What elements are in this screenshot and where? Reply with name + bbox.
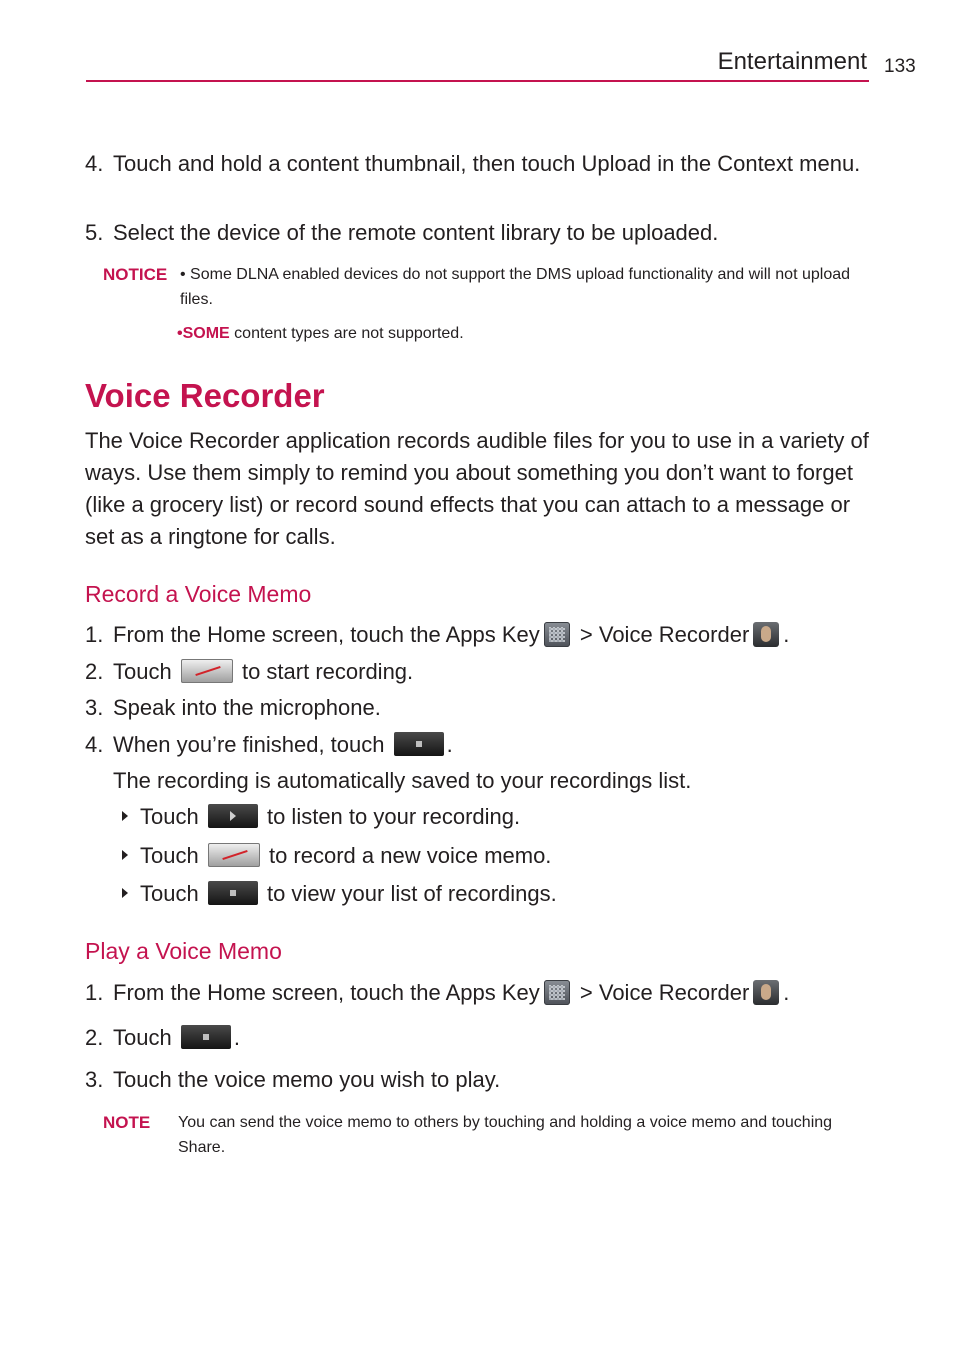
record-heading: Record a Voice Memo — [85, 581, 312, 607]
bullet-pre: Touch — [140, 881, 199, 906]
step-number: 4. — [85, 151, 104, 176]
step-number: 3. — [85, 1067, 104, 1092]
record-bullet-new — [122, 841, 862, 871]
note-label: NOTE — [103, 1113, 151, 1132]
step-text — [113, 149, 873, 179]
step-text-pre: When you’re finished, touch — [113, 732, 385, 757]
step-text: Select the device of the remote content library to be uploaded. — [113, 220, 719, 245]
step-text-pre: Touch — [113, 659, 172, 684]
step-end: . — [233, 1025, 240, 1050]
step-text — [113, 1023, 873, 1053]
note-text-pre: You can send the voice memo to others by touching and holding a voice memo and touching — [178, 1114, 833, 1131]
record-step-4-note: The recording is automatically saved to your recordings list. — [113, 768, 692, 793]
step-number: 2. — [85, 659, 104, 684]
step-number: 1. — [85, 980, 104, 1005]
step-text-post: in the Context menu. — [651, 151, 861, 176]
step-number: 5. — [85, 220, 104, 245]
voice-recorder-label: Voice Recorder — [598, 622, 750, 647]
bullet-pre: Touch — [140, 804, 199, 829]
voice-recorder-app-icon — [753, 980, 779, 1005]
note-text — [178, 1110, 858, 1160]
step-number: 2. — [85, 1025, 104, 1050]
stop-button-icon — [394, 732, 444, 756]
step-text-post: to start recording. — [241, 659, 414, 684]
record-bullet-list — [122, 879, 862, 909]
bullet-post: to view your list of recordings. — [266, 881, 557, 906]
step-text-pre: Touch — [113, 1025, 172, 1050]
notice-bullet-2-key: •SOME — [177, 325, 230, 342]
intro-pre: The — [85, 428, 130, 453]
page-number: 133 — [884, 56, 916, 77]
apps-key-icon — [544, 980, 570, 1005]
notice-label: NOTICE — [103, 265, 168, 284]
bullet-arrow-icon — [122, 850, 128, 860]
step-number: 1. — [85, 622, 104, 647]
step-text: Speak into the microphone. — [113, 695, 381, 720]
play-heading: Play a Voice Memo — [85, 938, 282, 964]
step-text-pre: From the Home screen, touch the — [113, 980, 446, 1005]
step-4 — [85, 149, 875, 209]
section-intro — [85, 425, 875, 553]
voice-recorder-label: Voice Recorder — [598, 980, 750, 1005]
step-text — [113, 620, 873, 650]
step-5 — [85, 218, 875, 248]
section-title: Voice Recorder — [85, 377, 325, 414]
record-bullet-listen — [122, 802, 862, 832]
notice-bullet-2 — [177, 321, 867, 346]
bullet-post: to listen to your recording. — [266, 804, 521, 829]
record-button-icon — [181, 659, 233, 683]
separator: > — [573, 980, 599, 1005]
note-text-end: . — [220, 1139, 226, 1156]
step-text-pre: From the Home screen, touch the — [113, 622, 446, 647]
upload-keyword: Upload — [581, 151, 652, 176]
bullet-arrow-icon — [122, 888, 128, 898]
share-keyword: Share — [178, 1139, 221, 1156]
intro-post: application records audible files for you to use in a variety of ways. Use them simply to remind you about something you don’t want to forget (like a grocery list) or record sound effects that you can attach to a message or set as a ringtone for calls. — [85, 428, 869, 549]
bullet-pre: Touch — [140, 843, 199, 868]
apps-key-icon — [544, 622, 570, 647]
notice-bullet-2-text: content types are not supported. — [229, 325, 464, 342]
apps-key-label: Apps Key — [445, 980, 540, 1005]
step-text: Touch the voice memo you wish to play. — [113, 1067, 501, 1092]
play-button-icon — [208, 804, 258, 828]
header-section-title: Entertainment — [717, 48, 867, 75]
step-text — [113, 978, 873, 1008]
intro-keyword: Voice Recorder — [129, 428, 280, 453]
step-text — [113, 730, 873, 760]
step-number: 4. — [85, 732, 104, 757]
step-text — [113, 657, 873, 687]
step-text-pre: Touch and hold a content thumbnail, then touch — [113, 151, 582, 176]
step-end: . — [783, 622, 790, 647]
bullet-post: to record a new voice memo. — [268, 843, 552, 868]
bullet-arrow-icon — [122, 811, 128, 821]
list-button-icon — [181, 1025, 231, 1049]
notice-bullet-1: • Some DLNA enabled devices do not support the DMS upload functionality and will not upload files. — [180, 266, 851, 308]
separator: > — [573, 622, 599, 647]
step-end: . — [783, 980, 790, 1005]
apps-key-label: Apps Key — [445, 622, 540, 647]
voice-recorder-app-icon — [753, 622, 779, 647]
step-number: 3. — [85, 695, 104, 720]
record-button-icon — [208, 843, 260, 867]
list-button-icon — [208, 881, 258, 905]
step-end: . — [446, 732, 453, 757]
header-rule — [86, 80, 869, 82]
